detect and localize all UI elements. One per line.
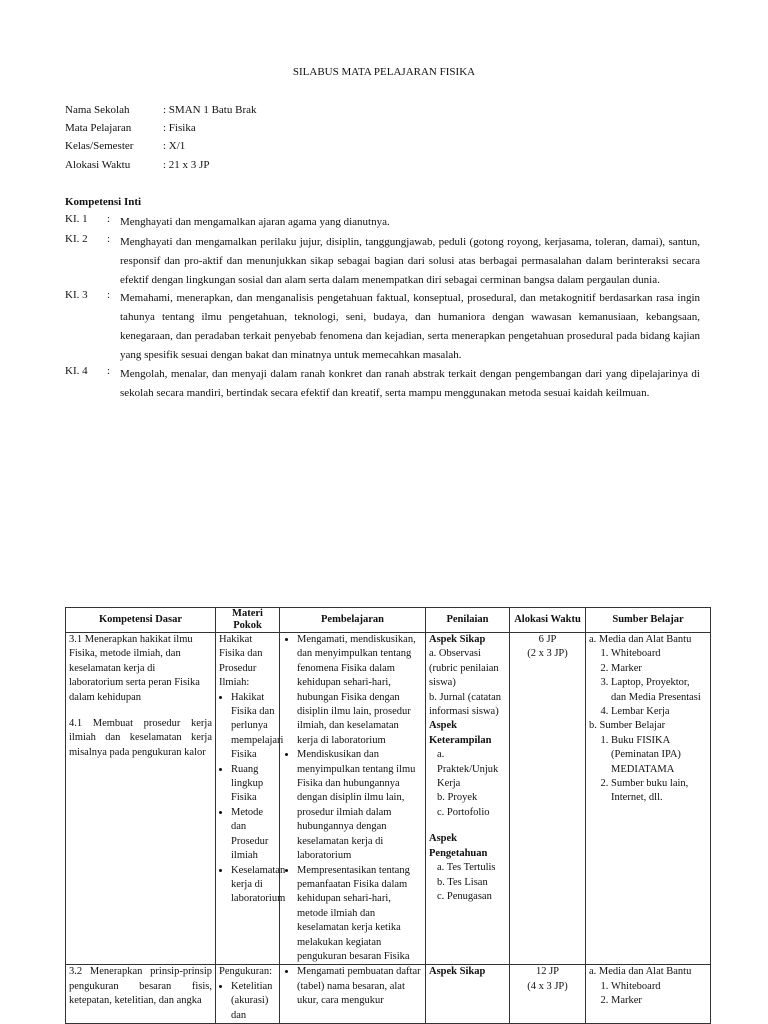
pembelajaran-cell <box>280 633 426 965</box>
sumber-cell <box>586 633 711 965</box>
ki-key: KI. 1 <box>65 213 88 225</box>
sumber-item: 3. Laptop, Proyektor, dan Media Presentasi <box>611 676 707 705</box>
pembelajaran-cell <box>280 965 426 1024</box>
sumber-heading: a. Media dan Alat Bantu <box>589 634 692 645</box>
table-row <box>66 633 711 965</box>
ki-key: KI. 4 <box>65 365 88 377</box>
materi-item: • Keselamatan kerja di laboratorium <box>231 864 276 907</box>
header-materi-pokok: Materi Pokok <box>216 608 280 633</box>
pembelajaran-item: • Mengamati pembuatan daftar (tabel) nama besaran, alat ukur, cara mengukur <box>297 965 422 1008</box>
pembelajaran-item: • Mendiskusikan dan menyimpulkan tentang ilmu Fisika dan hubungannya dengan disiplin ilmu lain, prosedur ilmiah dalam hubungannya dengan keselamatan kerja di laboratorium <box>297 748 422 863</box>
ki-sep: : <box>107 233 111 245</box>
penilaian-item: c. Portofolio <box>437 806 490 818</box>
kd-text: 3.1 Menerapkan hakikat ilmu Fisika, metode ilmiah, dan keselamatan kerja di laboratorium serta peran Fisika dalam kehidupan <box>69 634 200 703</box>
ki-sep: : <box>107 213 111 225</box>
ki-text: Memahami, menerapkan, dan menganalisis pengetahuan faktual, konseptual, prosedural, dan metakognitif berdasarkan rasa ingin tahunya tentang ilmu pengetahuan, teknologi, seni, budaya, dan humaniora dengan wawasan kemanusiaan, kebangsaan, kenegaraan, dan peradaban terkait penyebab fenomena dan kejadian, serta menerapkan pengetahuan prosedural pada bidang kajian yang spesifik sesuai dengan bakat dan minatnya untuk memecahkan masalah. <box>120 292 700 361</box>
alokasi-detail: (2 x 3 JP) <box>527 648 568 660</box>
info-value: : X/1 <box>163 140 186 152</box>
ki-key: KI. 2 <box>65 233 88 245</box>
ki-text: Menghayati dan mengamalkan ajaran agama yang dianutnya. <box>120 216 390 228</box>
penilaian-heading: Aspek Sikap <box>429 966 486 978</box>
sumber-item: 1. Buku FISIKA (Peminatan IPA) MEDIATAMA <box>611 734 707 777</box>
kd-cell <box>66 633 216 965</box>
info-value: : 21 x 3 JP <box>163 159 210 171</box>
sumber-item: 2. Sumber buku lain, Internet, dll. <box>611 777 707 806</box>
ki-item <box>65 213 700 232</box>
penilaian-heading: Aspek Sikap <box>429 634 486 645</box>
alokasi-detail: (4 x 3 JP) <box>527 980 568 992</box>
kd-cell <box>66 965 216 1024</box>
penilaian-item: b. Jurnal (catatan informasi siswa) <box>429 691 502 718</box>
alokasi-value: 6 JP <box>538 634 557 645</box>
info-value: : Fisika <box>163 122 196 134</box>
header-pembelajaran: Pembelajaran <box>280 608 426 633</box>
penilaian-item: a. Observasi (rubric penilaian siswa) <box>429 648 499 689</box>
sumber-heading: a. Media dan Alat Bantu <box>589 966 692 978</box>
ki-item <box>65 365 700 403</box>
ki-item <box>65 289 700 365</box>
syllabus-table <box>65 607 711 1024</box>
materi-item: • Metode dan Prosedur ilmiah <box>231 806 276 864</box>
alokasi-value: 12 JP <box>535 966 560 978</box>
header-alokasi-waktu: Alokasi Waktu <box>510 608 586 633</box>
sumber-heading: b. Sumber Belajar <box>589 720 666 732</box>
sumber-item: 2. Marker <box>611 662 707 676</box>
ki-item <box>65 233 700 290</box>
info-label: Kelas/Semester <box>65 140 134 152</box>
header-penilaian: Penilaian <box>426 608 510 633</box>
ki-text: Menghayati dan mengamalkan perilaku jujur, disiplin, tanggungjawab, peduli (gotong royong, kerjasama, toleran, damai), santun, responsif dan pro-aktif dan menunjukkan sikap sebagai bagian dari solusi atas berbagai permasalahan dalam berinteraksi secara efektif dengan lingkungan sosial dan alam serta dalam menempatkan diri sebagai cerminan bangsa dalam pergaulan dunia. <box>120 236 700 286</box>
sumber-item: 1. Whiteboard <box>611 980 707 994</box>
materi-cell <box>216 633 286 965</box>
penilaian-item: b. Proyek <box>437 792 478 804</box>
kd-text: 4.1 Membuat prosedur kerja ilmiah dan keselamatan kerja misalnya pada pengukuran kalor <box>69 718 212 758</box>
sumber-item: 4. Lembar Kerja <box>611 705 707 719</box>
header-sumber-belajar: Sumber Belajar <box>586 608 711 633</box>
pembelajaran-item: • Mempresentasikan tentang pemanfaatan Fisika dalam kehidupan sehari-hari, metode ilmiah dan keselamatan kerja ketika melakukan kegiatan pengukuran besaran Fisika <box>297 864 422 965</box>
table-header-row <box>66 608 711 633</box>
header-kompetensi-dasar: Kompetensi Dasar <box>66 608 216 633</box>
alokasi-cell <box>510 633 586 965</box>
info-label: Mata Pelajaran <box>65 122 132 134</box>
info-value: : SMAN 1 Batu Brak <box>163 104 257 116</box>
alokasi-cell <box>510 965 586 1024</box>
penilaian-item: c. Penugasan <box>437 890 492 902</box>
info-label: Alokasi Waktu <box>65 159 131 171</box>
ki-sep: : <box>107 365 111 377</box>
materi-item: • Hakikat Fisika dan perlunya mempelajari Fisika <box>231 691 276 763</box>
materi-item: • Ketelitian (akurasi) dan <box>231 980 276 1023</box>
sumber-item: 2. Marker <box>611 994 707 1008</box>
ki-sep: : <box>107 289 111 301</box>
info-label: Nama Sekolah <box>65 104 130 116</box>
penilaian-cell <box>426 965 510 1024</box>
pembelajaran-item: • Mengamati, mendiskusikan, dan menyimpulkan tentang fenomena Fisika dalam kehidupan sehari-hari, hubungan Fisika dengan disiplin ilmu lain, prosedur ilmiah, dan keselamatan kerja di laboratorium <box>297 633 422 748</box>
penilaian-heading: Aspek Pengetahuan <box>429 833 488 859</box>
penilaian-heading: Aspek Keterampilan <box>429 720 492 746</box>
ki-text: Mengolah, menalar, dan menyaji dalam ranah konkret dan ranah abstrak terkait dengan pengembangan dari yang dipelajarinya di sekolah secara mandiri, bertindak secara efektif dan kreatif, serta mampu menggunakan metoda sesuai kaidah keilmuan. <box>120 368 700 399</box>
penilaian-item: a. Tes Tertulis <box>437 862 496 874</box>
penilaian-item: b. Tes Lisan <box>437 876 488 888</box>
materi-cell <box>216 965 280 1024</box>
table-row <box>66 965 711 1024</box>
ki-heading: Kompetensi Inti <box>65 196 142 208</box>
penilaian-item: a. Praktek/Unjuk Kerja <box>437 749 499 790</box>
kd-text: 3.2 Menerapkan prinsip-prinsip pengukuran besaran fisis, ketepatan, ketelitian, dan angka <box>69 966 212 1007</box>
document-title: SILABUS MATA PELAJARAN FISIKA <box>292 66 476 78</box>
sumber-item: 1. Whiteboard <box>611 647 707 661</box>
sumber-cell <box>586 965 711 1024</box>
materi-title: Hakikat Fisika dan Prosedur Ilmiah: <box>219 634 263 689</box>
penilaian-cell <box>426 633 510 965</box>
ki-key: KI. 3 <box>65 289 88 301</box>
materi-item: • Ruang lingkup Fisika <box>231 763 276 806</box>
materi-title: Pengukuran: <box>219 966 273 978</box>
